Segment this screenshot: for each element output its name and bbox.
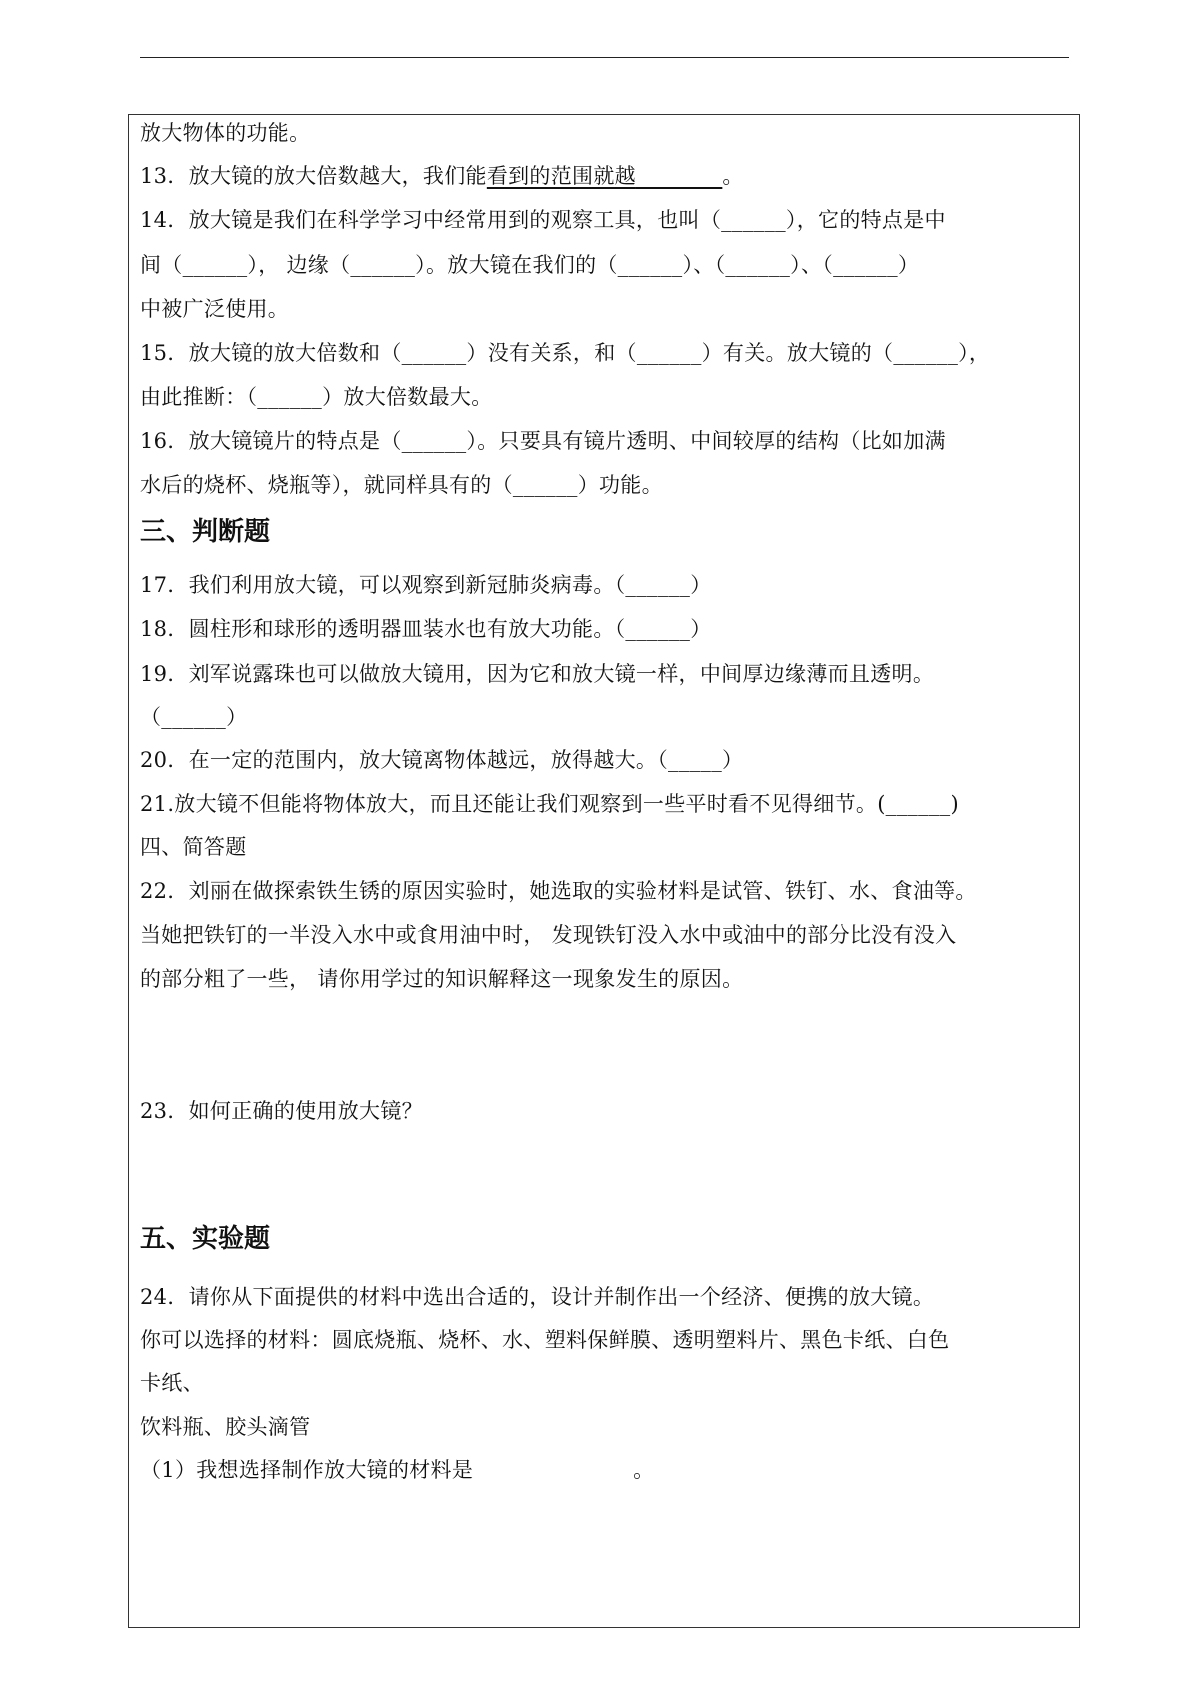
q13-underlined-text: 看到的范围就越 [486,164,636,188]
question-15-line1: 15．放大镜的放大倍数和（______）没有关系，和（______）有关。放大镜的（______）， [140,341,991,365]
q24-part1-end: 。 [633,1458,655,1482]
question-22-line1: 22．刘丽在做探索铁生锈的原因实验时，她选取的实验材料是试管、铁钉、水、食油等。 [140,879,977,903]
q24-part1-text: （1）我想选择制作放大镜的材料是 [140,1458,474,1482]
question-19-line2: （______） [140,705,248,729]
question-14-line1: 14．放大镜是我们在科学学习中经常用到的观察工具，也叫（______），它的特点是中 [140,208,946,232]
question-24-line1: 24．请你从下面提供的材料中选出合适的，设计并制作出一个经济、便携的放大镜。 [140,1285,935,1309]
question-16-line1: 16．放大镜镜片的特点是（______）。只要具有镜片透明、中间较厚的结构（比如加满 [140,429,946,453]
question-22-line3: 的部分粗了一些， 请你用学过的知识解释这一现象发生的原因。 [140,967,744,991]
question-24-materials-line2: 卡纸、 [140,1371,204,1395]
question-24-materials-line3: 饮料瓶、胶头滴管 [140,1415,311,1439]
question-21: 21.放大镜不但能将物体放大，而且还能让我们观察到一些平时看不见得细节。(______) [140,792,959,816]
q13-end: 。 [722,164,744,188]
question-22-line2: 当她把铁钉的一半没入水中或食用油中时， 发现铁钉没入水中或油中的部分比没有没入 [140,923,957,947]
question-19-line1: 19．刘军说露珠也可以做放大镜用，因为它和放大镜一样，中间厚边缘薄而且透明。 [140,662,935,686]
section-heading-judgement: 三、判断题 [140,517,271,547]
question-18: 18．圆柱形和球形的透明器皿装水也有放大功能。（______） [140,617,712,641]
question-15-line2: 由此推断：（______）放大倍数最大。 [140,385,493,409]
question-13 [140,161,744,191]
q13-blank: ________ [635,164,723,188]
question-14-line2: 间（______）， 边缘（______）。放大镜在我们的（______）、（______）、（______） [140,253,920,277]
question-16-line2: 水后的烧杯、烧瓶等），就同样具有的（______）功能。 [140,473,663,497]
section-heading-experiment: 五、实验题 [140,1224,271,1254]
question-17: 17．我们利用放大镜，可以观察到新冠肺炎病毒。（______） [140,573,712,597]
section-heading-short-answer: 四、简答题 [140,835,247,859]
question-23: 23．如何正确的使用放大镜？ [140,1099,423,1123]
line-q12-end: 放大物体的功能。 [140,121,311,145]
header-rule [140,57,1069,58]
question-20: 20．在一定的范围内，放大镜离物体越远，放得越大。（_____） [140,748,744,772]
q13-text: 13．放大镜的放大倍数越大，我们能 [140,164,487,188]
question-24-part1 [140,1455,654,1485]
question-24-materials-line1: 你可以选择的材料：圆底烧瓶、烧杯、水、塑料保鲜膜、透明塑料片、黑色卡纸、白色 [140,1328,950,1352]
question-14-line3: 中被广泛使用。 [140,297,290,321]
